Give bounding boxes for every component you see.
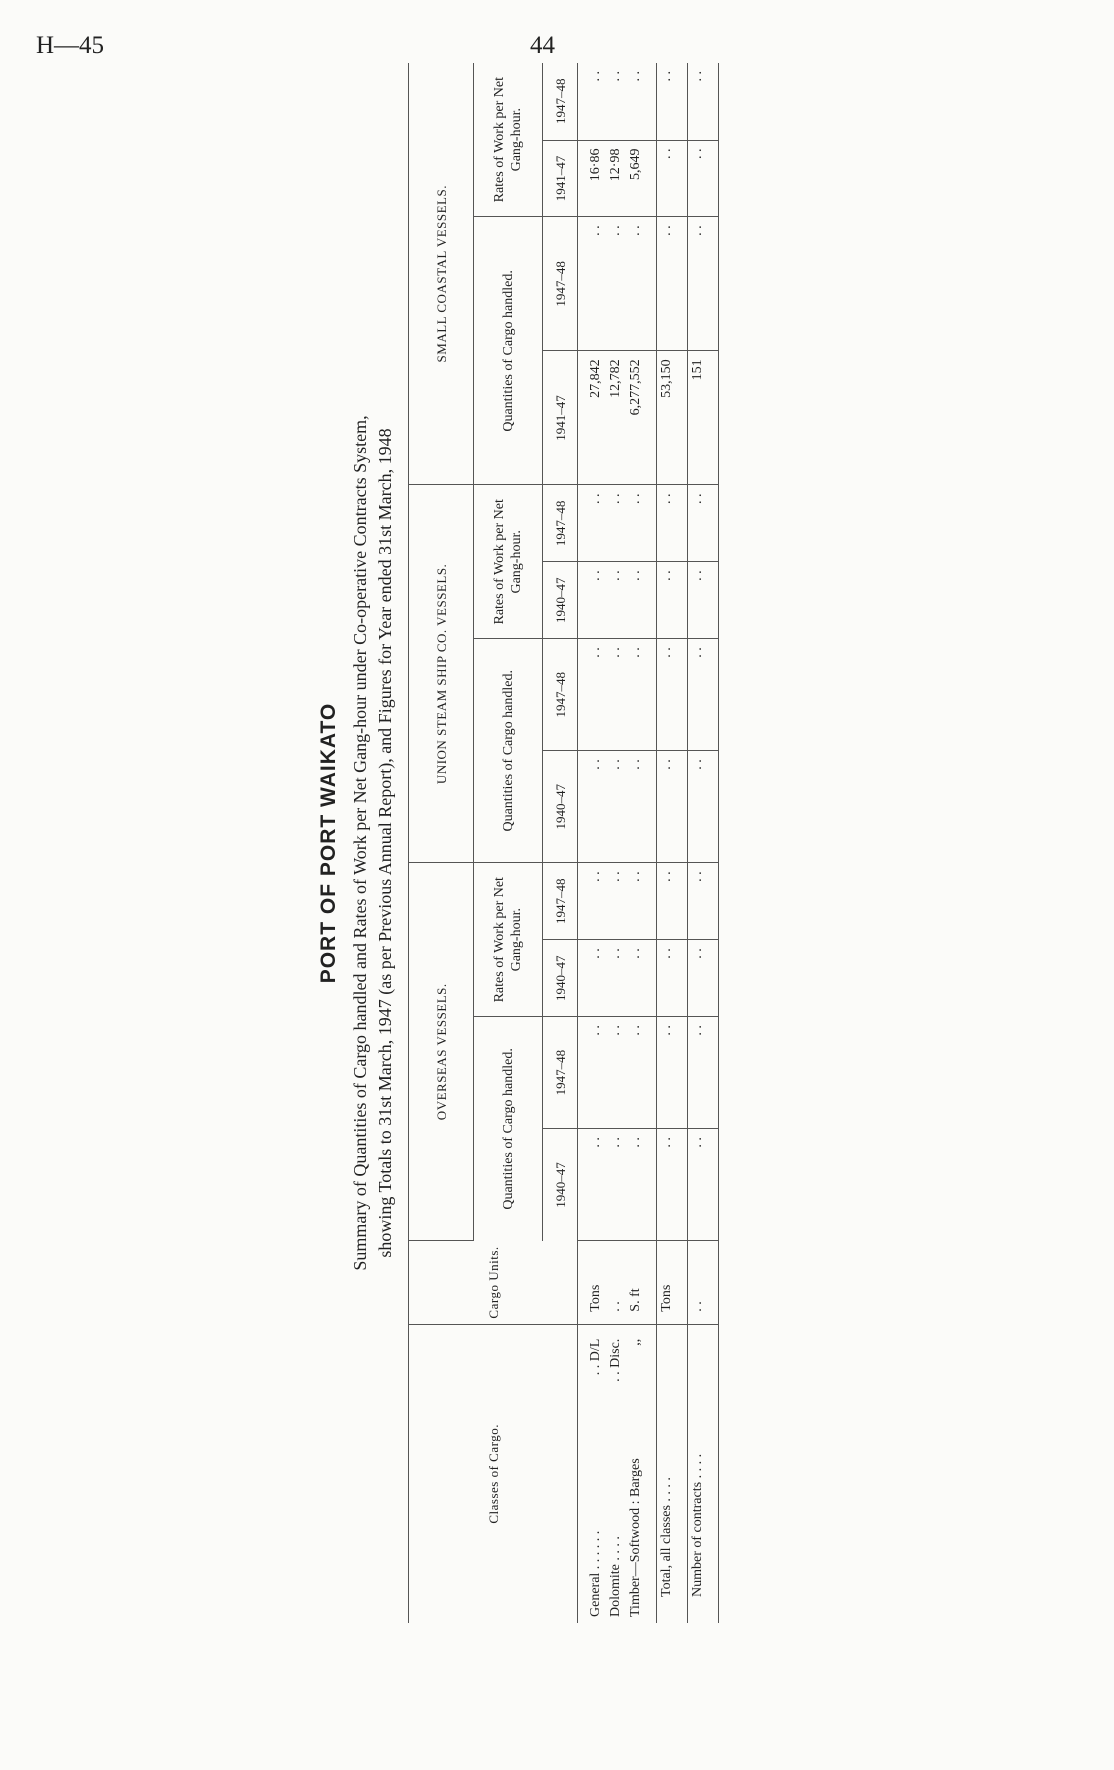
page-number: 44 xyxy=(530,32,555,59)
row-unit: S. ft xyxy=(626,1241,646,1324)
cell: . . xyxy=(688,217,709,351)
cell: . . xyxy=(606,940,626,1017)
cell: . . xyxy=(606,1129,626,1241)
table-row-total xyxy=(657,63,678,1623)
cell: 27,842 xyxy=(586,351,606,485)
cell: . . xyxy=(657,63,678,140)
cell: . . xyxy=(626,639,646,751)
cell: . . xyxy=(586,940,606,1017)
cell: . . xyxy=(657,940,678,1017)
cell: . . xyxy=(606,217,626,351)
table-row xyxy=(626,63,646,1623)
rotated-table-block xyxy=(312,63,812,1623)
cell: . . xyxy=(688,562,709,639)
header-coastal: SMALL COASTAL VESSELS. xyxy=(409,63,474,485)
header-classes: Classes of Cargo. xyxy=(409,1324,578,1623)
year-header: 1947–48 xyxy=(543,485,578,562)
cell: . . xyxy=(688,1017,709,1129)
cell: . . xyxy=(657,140,678,217)
year-header: 1940–47 xyxy=(543,1129,578,1241)
row-class-label: Dolomite . . . . xyxy=(608,1536,623,1617)
row-class-sub: . . Disc. xyxy=(608,1338,623,1382)
row-unit: . . xyxy=(688,1241,709,1324)
cell: . . xyxy=(626,485,646,562)
cell: . . xyxy=(688,940,709,1017)
row-unit: Tons xyxy=(586,1241,606,1324)
cargo-table xyxy=(408,63,719,1623)
header-overseas-qty: Quantities of Cargo handled. xyxy=(474,1017,543,1241)
row-class: Number of contracts . . . . xyxy=(688,1324,709,1623)
year-header: 1947–48 xyxy=(543,639,578,751)
cell: . . xyxy=(688,63,709,140)
year-header: 1940–47 xyxy=(543,562,578,639)
cell: . . xyxy=(606,863,626,940)
cell: . . xyxy=(688,140,709,217)
cell: 12·98 xyxy=(606,140,626,217)
table-row xyxy=(586,63,606,1623)
table-caption xyxy=(348,63,408,1623)
row-class xyxy=(626,1324,646,1623)
cell: . . xyxy=(586,485,606,562)
cell: 53,150 xyxy=(657,351,678,485)
header-units: Cargo Units. xyxy=(409,1241,578,1324)
cell: . . xyxy=(586,1017,606,1129)
row-class-sub: . . D/L xyxy=(588,1338,603,1376)
cell: 151 xyxy=(688,351,709,485)
caption-line-2: showing Totals to 31st March, 1947 (as per Previous Annual Report), and Figures for Year ended 31st March, 1948 xyxy=(375,428,395,1258)
row-class xyxy=(606,1324,626,1623)
year-header: 1947–48 xyxy=(543,63,578,140)
cell: . . xyxy=(606,639,626,751)
row-class-label: General . . . . . . xyxy=(588,1530,603,1617)
cell: . . xyxy=(657,562,678,639)
header-overseas-rate: Rates of Work per Net Gang-hour. xyxy=(474,863,543,1017)
header-union-qty: Quantities of Cargo handled. xyxy=(474,639,543,863)
cell: . . xyxy=(606,63,626,140)
cell: . . xyxy=(606,485,626,562)
header-union-rate: Rates of Work per Net Gang-hour. xyxy=(474,485,543,639)
year-header: 1947–48 xyxy=(543,1017,578,1129)
table-row-contracts xyxy=(688,63,709,1623)
year-header: 1947–48 xyxy=(543,863,578,940)
cell: . . xyxy=(626,217,646,351)
row-class-label: Timber—Softwood : Barges xyxy=(628,1458,643,1617)
cell: . . xyxy=(606,1017,626,1129)
row-class xyxy=(586,1324,606,1623)
cell: . . xyxy=(688,639,709,751)
cell: . . xyxy=(657,639,678,751)
cell: . . xyxy=(586,1129,606,1241)
cell: . . xyxy=(657,1129,678,1241)
row-unit: Tons xyxy=(657,1241,678,1324)
cell: . . xyxy=(626,1129,646,1241)
cell: . . xyxy=(657,1017,678,1129)
cell: 5,649 xyxy=(626,140,646,217)
cell: . . xyxy=(626,751,646,863)
header-union: UNION STEAM SHIP CO. VESSELS. xyxy=(409,485,474,863)
cell: . . xyxy=(688,863,709,940)
year-header: 1940–47 xyxy=(543,751,578,863)
year-header: 1941–47 xyxy=(543,351,578,485)
cell: . . xyxy=(586,562,606,639)
cell: 12,782 xyxy=(606,351,626,485)
cell: . . xyxy=(688,1129,709,1241)
cell: . . xyxy=(657,863,678,940)
cell: . . xyxy=(657,485,678,562)
cell: . . xyxy=(626,863,646,940)
cell: . . xyxy=(626,1017,646,1129)
page-reference: H—45 xyxy=(36,32,105,59)
cell: . . xyxy=(657,217,678,351)
table-row xyxy=(606,63,626,1623)
cell: 16·86 xyxy=(586,140,606,217)
cell: 6,277,552 xyxy=(626,351,646,485)
row-unit: . . xyxy=(606,1241,626,1324)
cell: . . xyxy=(657,751,678,863)
cell: . . xyxy=(586,63,606,140)
cell: . . xyxy=(626,940,646,1017)
cell: . . xyxy=(626,63,646,140)
year-header: 1947–48 xyxy=(543,217,578,351)
year-header: 1941–47 xyxy=(543,140,578,217)
row-class-sub: ,, xyxy=(628,1338,643,1346)
caption-line-1: Summary of Quantities of Cargo handled and Rates of Work per Net Gang-hour under Co-operative Contracts System, xyxy=(350,415,370,1271)
cell: . . xyxy=(606,751,626,863)
cell: . . xyxy=(586,751,606,863)
cell: . . xyxy=(586,639,606,751)
cell: . . xyxy=(688,751,709,863)
row-class: Total, all classes . . . . xyxy=(657,1324,678,1623)
cell: . . xyxy=(606,562,626,639)
header-coastal-qty: Quantities of Cargo handled. xyxy=(474,217,543,485)
header-coastal-rate: Rates of Work per Net Gang-hour. xyxy=(474,63,543,217)
year-header: 1940–47 xyxy=(543,940,578,1017)
cell: . . xyxy=(586,863,606,940)
cell: . . xyxy=(688,485,709,562)
header-overseas: OVERSEAS VESSELS. xyxy=(409,863,474,1241)
cell: . . xyxy=(626,562,646,639)
cell: . . xyxy=(586,217,606,351)
page-title: PORT OF PORT WAIKATO xyxy=(317,702,340,984)
